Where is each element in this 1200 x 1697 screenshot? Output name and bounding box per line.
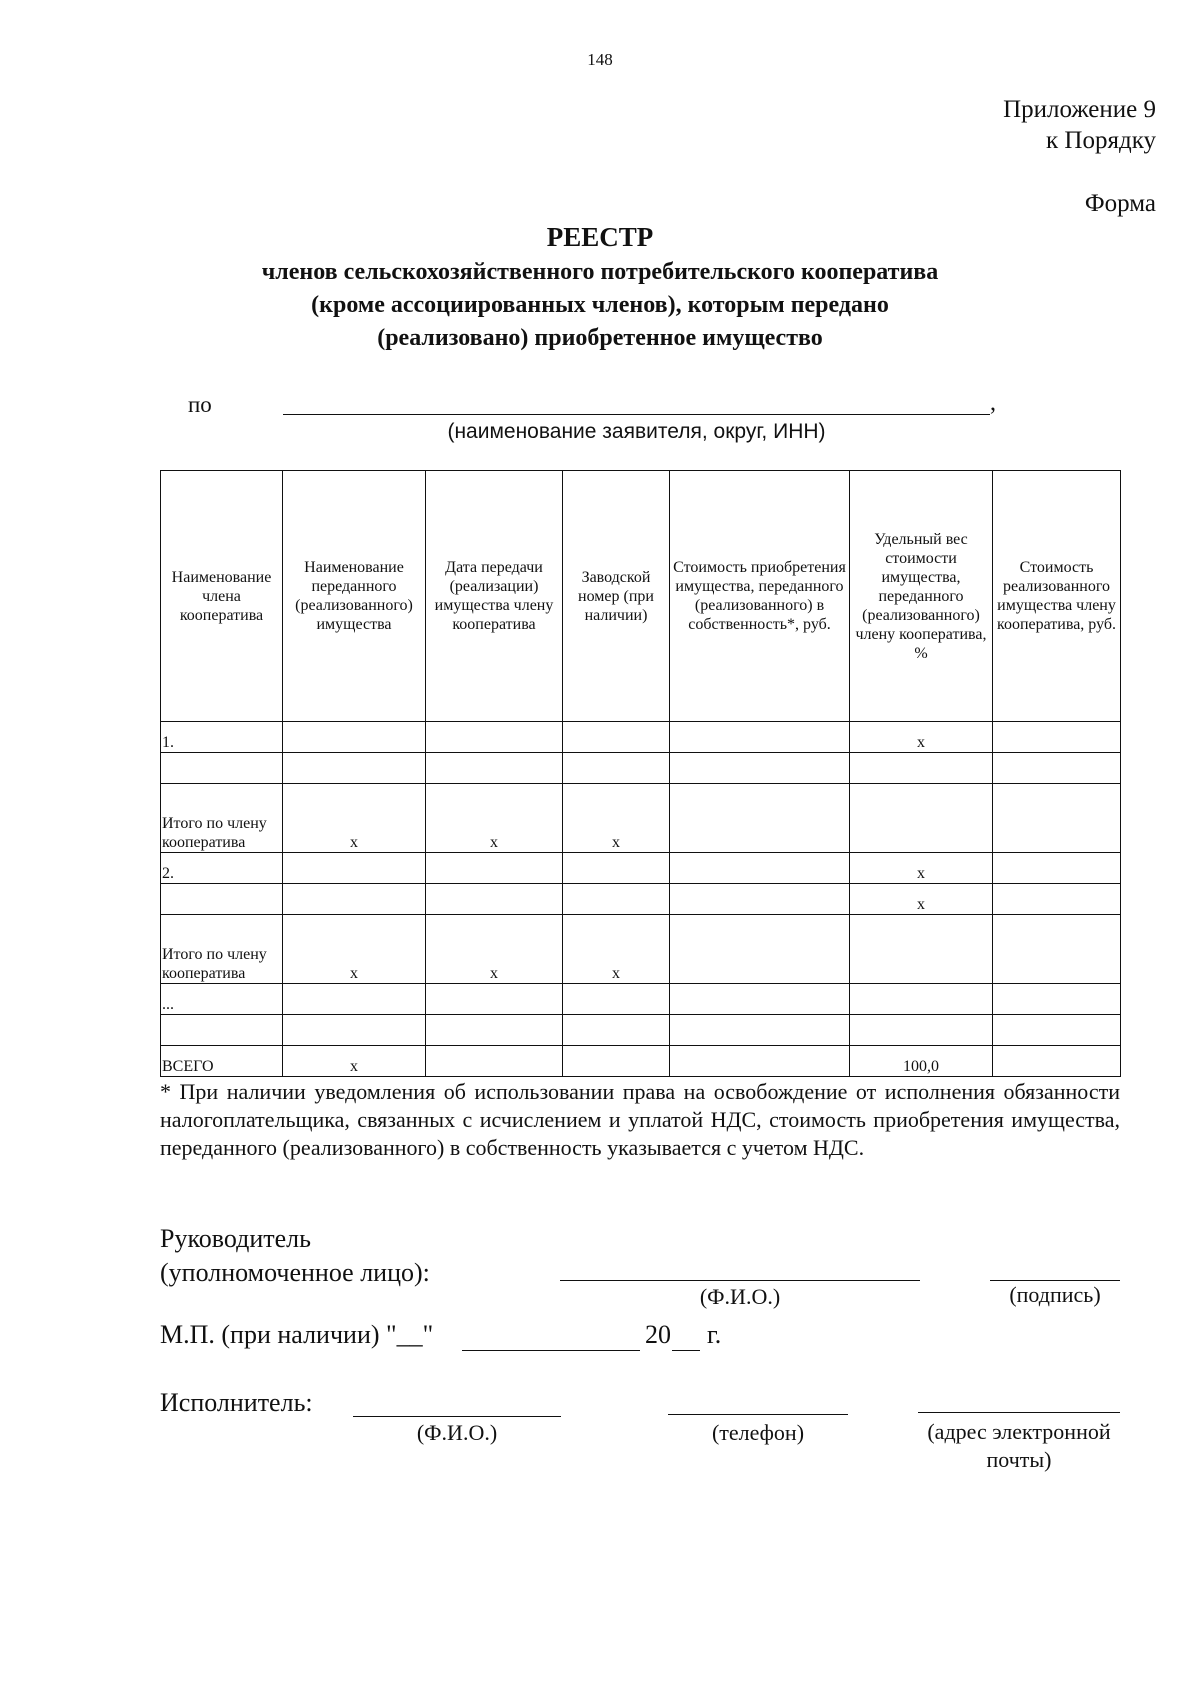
table-cell[interactable] [670,1046,850,1077]
table-cell[interactable] [563,1015,670,1046]
table-cell[interactable] [161,1015,283,1046]
year-suffix: г. [707,1320,722,1349]
table-cell[interactable] [563,853,670,884]
table-cell[interactable] [283,984,426,1015]
table-cell[interactable] [426,984,563,1015]
table-cell[interactable] [670,853,850,884]
table-cell[interactable]: 1. [161,722,283,753]
table-cell: ВСЕГО [161,1046,283,1077]
table-cell[interactable] [426,1015,563,1046]
table-cell[interactable] [283,853,426,884]
table-cell[interactable] [670,915,850,984]
signature-caption: (подпись) [1009,1282,1101,1307]
table-cell[interactable] [670,884,850,915]
head-label-line-1: Руководитель [160,1224,311,1253]
registry-table [160,470,1121,1077]
col-header-member-name: Наименование члена кооператива [161,471,283,722]
table-cell: х [283,1046,426,1077]
table-cell[interactable] [850,915,993,984]
col-header-transfer-date: Дата передачи (реализации) имущества члену кооператива [426,471,563,722]
table-cell[interactable] [670,753,850,784]
page-number: 148 [587,50,613,69]
table-row-subtotal [161,915,1121,984]
table-cell[interactable] [670,784,850,853]
table-cell[interactable] [283,1015,426,1046]
table-cell[interactable] [993,884,1121,915]
applicant-name-field[interactable] [283,414,990,415]
table-cell[interactable] [850,1015,993,1046]
col-header-acquisition-cost: Стоимость приобретения имущества, переданного (реализованного) в собственность*, руб. [670,471,850,722]
table-cell: х [850,884,993,915]
date-month-field[interactable] [462,1350,640,1351]
table-row [161,984,1121,1015]
email-caption [904,1418,1134,1474]
table-cell[interactable] [426,1046,563,1077]
appendix-line-2: к Порядку [1046,127,1156,154]
table-header-row [161,471,1121,722]
head-label [160,1222,430,1290]
head-fio-field[interactable] [560,1280,920,1281]
head-signature-field[interactable] [990,1280,1120,1281]
footnote: * При наличии уведомления об использовании права на освобождение от исполнения обязанности налогоплательщика, связанных с исчислением и уплатой НДС, стоимость приобретения имущества, переданного (реализованного) в собственность указывается с учетом НДС. [160,1079,1120,1160]
table-cell: Итого по члену кооператива [161,784,283,853]
executor-phone-field[interactable] [668,1414,848,1415]
subtitle-line-2: (кроме ассоциированных членов), которым передано [311,292,889,318]
table-cell[interactable]: 2. [161,853,283,884]
po-comma: , [990,390,996,416]
table-cell[interactable] [993,915,1121,984]
subtitle-line-1: членов сельскохозяйственного потребительского кооператива [261,259,939,285]
head-fio-caption: (Ф.И.О.) [699,1284,781,1309]
table-cell[interactable] [993,1046,1121,1077]
table-row [161,884,1121,915]
form-label: Форма [1084,190,1156,217]
table-cell[interactable] [283,722,426,753]
table-cell: х [283,915,426,984]
table-cell: х [426,784,563,853]
table-cell[interactable] [426,753,563,784]
table-row-subtotal [161,784,1121,853]
table-cell[interactable] [670,1015,850,1046]
table-cell[interactable] [993,1015,1121,1046]
table-cell[interactable] [426,853,563,884]
table-row-total [161,1046,1121,1077]
subtitle-line-3: (реализовано) приобретенное имущество [377,325,823,351]
applicant-name-caption: (наименование заявителя, округ, ИНН) [447,420,826,443]
stamp-date-label: М.П. (при наличии) "__" [160,1320,434,1349]
executor-fio-caption: (Ф.И.О.) [416,1420,498,1445]
table-row [161,1015,1121,1046]
table-cell[interactable]: ... [161,984,283,1015]
table-cell[interactable] [993,853,1121,884]
table-cell: х [563,784,670,853]
table-cell[interactable] [426,884,563,915]
table-cell[interactable] [563,722,670,753]
table-cell: 100,0 [850,1046,993,1077]
table-cell[interactable] [563,884,670,915]
table-cell: х [850,853,993,884]
col-header-sold-cost: Стоимость реализованного имущества члену кооператива, руб. [993,471,1121,722]
email-caption-line-2: почты) [986,1447,1052,1472]
table-cell[interactable] [283,753,426,784]
col-header-share-percent: Удельный вес стоимости имущества, переданного (реализованного) члену кооператива, % [850,471,993,722]
appendix-reference [1003,94,1156,156]
table-cell[interactable] [993,753,1121,784]
table-cell: Итого по члену кооператива [161,915,283,984]
po-label: по [188,392,212,417]
year-prefix: 20 [645,1320,671,1349]
table-cell[interactable] [426,722,563,753]
table-cell: х [563,915,670,984]
executor-label: Исполнитель: [160,1388,313,1417]
table-cell[interactable] [563,753,670,784]
col-header-property-name: Наименование переданного (реализованного) имущества [283,471,426,722]
document-subtitle [150,256,1050,355]
table-cell[interactable] [161,884,283,915]
table-row [161,853,1121,884]
table-cell[interactable] [993,784,1121,853]
table-cell[interactable] [850,753,993,784]
table-cell: х [283,784,426,853]
executor-fio-field[interactable] [353,1416,561,1417]
email-caption-line-1: (адрес электронной [927,1419,1111,1444]
table-cell[interactable] [993,722,1121,753]
table-cell[interactable] [563,1046,670,1077]
table-cell[interactable] [850,984,993,1015]
table-row [161,722,1121,753]
table-cell[interactable] [563,984,670,1015]
table-cell[interactable] [993,984,1121,1015]
table-cell: х [850,722,993,753]
table-cell[interactable] [161,753,283,784]
table-cell[interactable] [850,784,993,853]
document-title: РЕЕСТР [546,222,654,252]
table-cell: х [426,915,563,984]
executor-email-field[interactable] [918,1412,1120,1413]
table-row [161,753,1121,784]
col-header-serial-number: Заводской номер (при наличии) [563,471,670,722]
year-field[interactable] [672,1350,700,1351]
table-cell[interactable] [283,884,426,915]
phone-caption: (телефон) [711,1420,805,1445]
appendix-line-1: Приложение 9 [1003,96,1156,123]
head-label-line-2: (уполномоченное лицо): [160,1258,430,1287]
table-cell[interactable] [670,722,850,753]
table-cell[interactable] [670,984,850,1015]
